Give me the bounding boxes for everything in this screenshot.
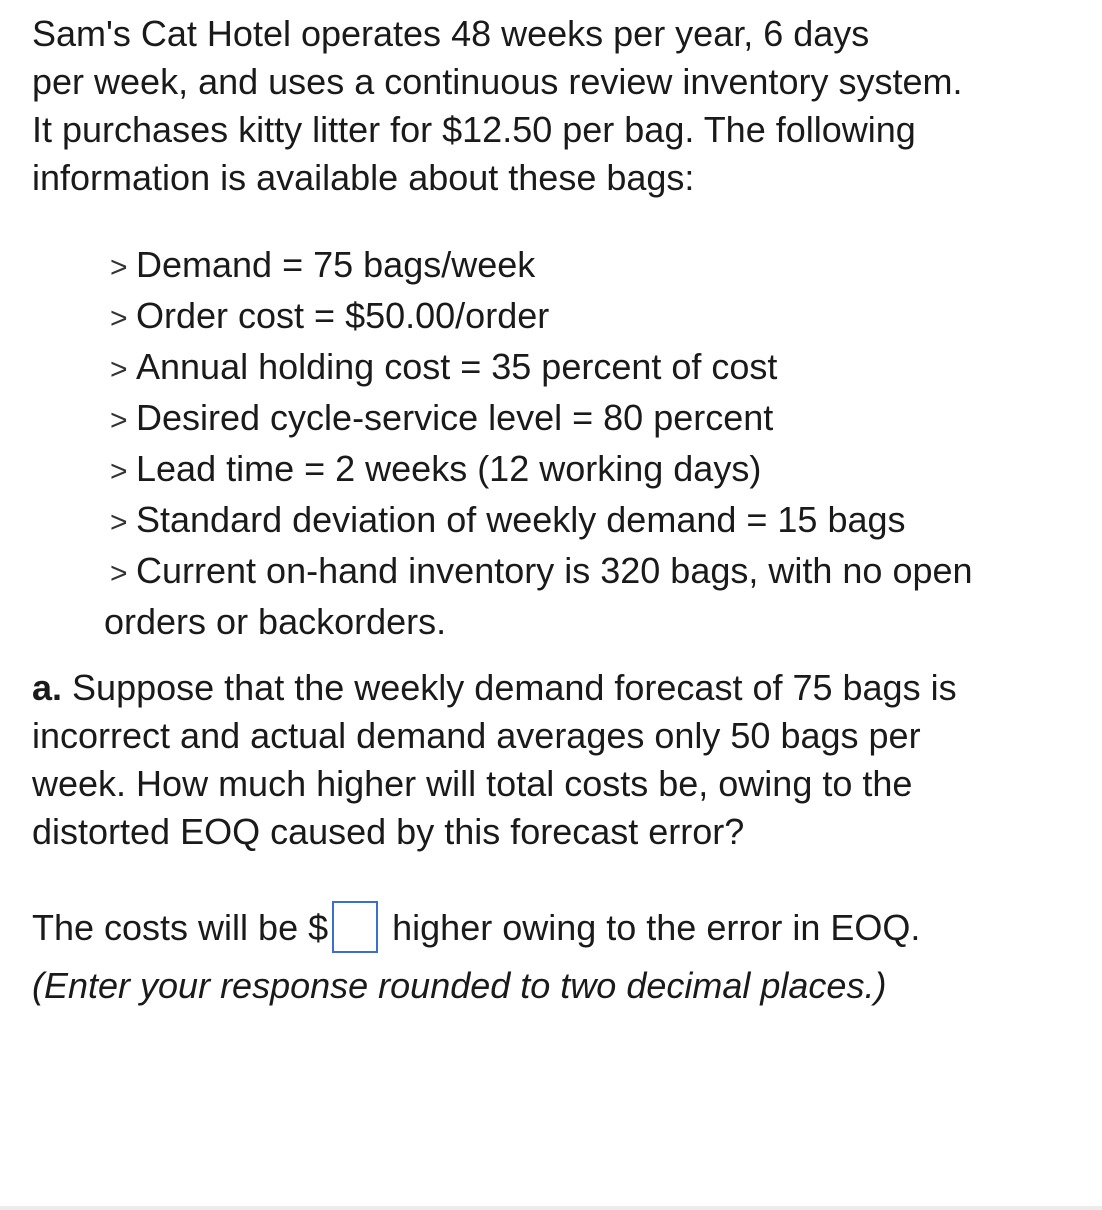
bullet-text: Order cost = $50.00/order (136, 295, 550, 336)
bullet-marker: > (110, 353, 128, 386)
bullet-text: Demand = 75 bags/week (136, 244, 536, 285)
question-line: incorrect and actual demand averages only 50 bags per (32, 715, 921, 756)
answer-prefix: The costs will be $ (32, 907, 329, 948)
list-item (104, 292, 1084, 343)
bullet-text: Annual holding cost = 35 percent of cost (136, 346, 778, 387)
part-label: a. (32, 667, 63, 708)
list-item (104, 343, 1084, 394)
intro-line: Sam's Cat Hotel operates 48 weeks per year, 6 days (32, 13, 870, 54)
intro-line: It purchases kitty litter for $12.50 per bag. The following (32, 109, 916, 150)
bullet-text: Current on-hand inventory is 320 bags, with no open (136, 550, 973, 591)
list-item (104, 496, 1084, 547)
list-item (104, 241, 1084, 292)
bullet-text: Standard deviation of weekly demand = 15 bags (136, 499, 906, 540)
bottom-divider (0, 1206, 1102, 1210)
answer-row (32, 902, 920, 954)
list-item (104, 394, 1084, 445)
bullet-marker: > (110, 506, 128, 539)
question-text: Suppose that the weekly demand forecast of 75 bags is (62, 667, 957, 708)
question-line (32, 664, 1082, 712)
list-item (104, 445, 1084, 496)
answer-input[interactable] (332, 901, 378, 953)
list-item (104, 547, 1084, 646)
bullet-text: Lead time = 2 weeks (12 working days) (136, 448, 762, 489)
intro-line: information is available about these bags: (32, 157, 695, 198)
answer-hint: (Enter your response rounded to two decimal places.) (32, 965, 887, 1006)
answer-suffix: higher owing to the error in EOQ. (392, 907, 921, 948)
bullet-marker: > (110, 251, 128, 284)
question-line: distorted EOQ caused by this forecast error? (32, 811, 745, 852)
bullet-text: Desired cycle-service level = 80 percent (136, 397, 774, 438)
bullet-continuation: orders or backorders. (104, 601, 447, 642)
question-part-a (32, 664, 1082, 856)
bullet-marker: > (110, 557, 128, 590)
bullet-marker: > (110, 302, 128, 335)
bullet-marker: > (110, 404, 128, 437)
given-data-list (104, 241, 1084, 646)
problem-intro (32, 10, 1072, 202)
question-line: week. How much higher will total costs be, owing to the (32, 763, 913, 804)
intro-line: per week, and uses a continuous review inventory system. (32, 61, 963, 102)
bullet-marker: > (110, 455, 128, 488)
